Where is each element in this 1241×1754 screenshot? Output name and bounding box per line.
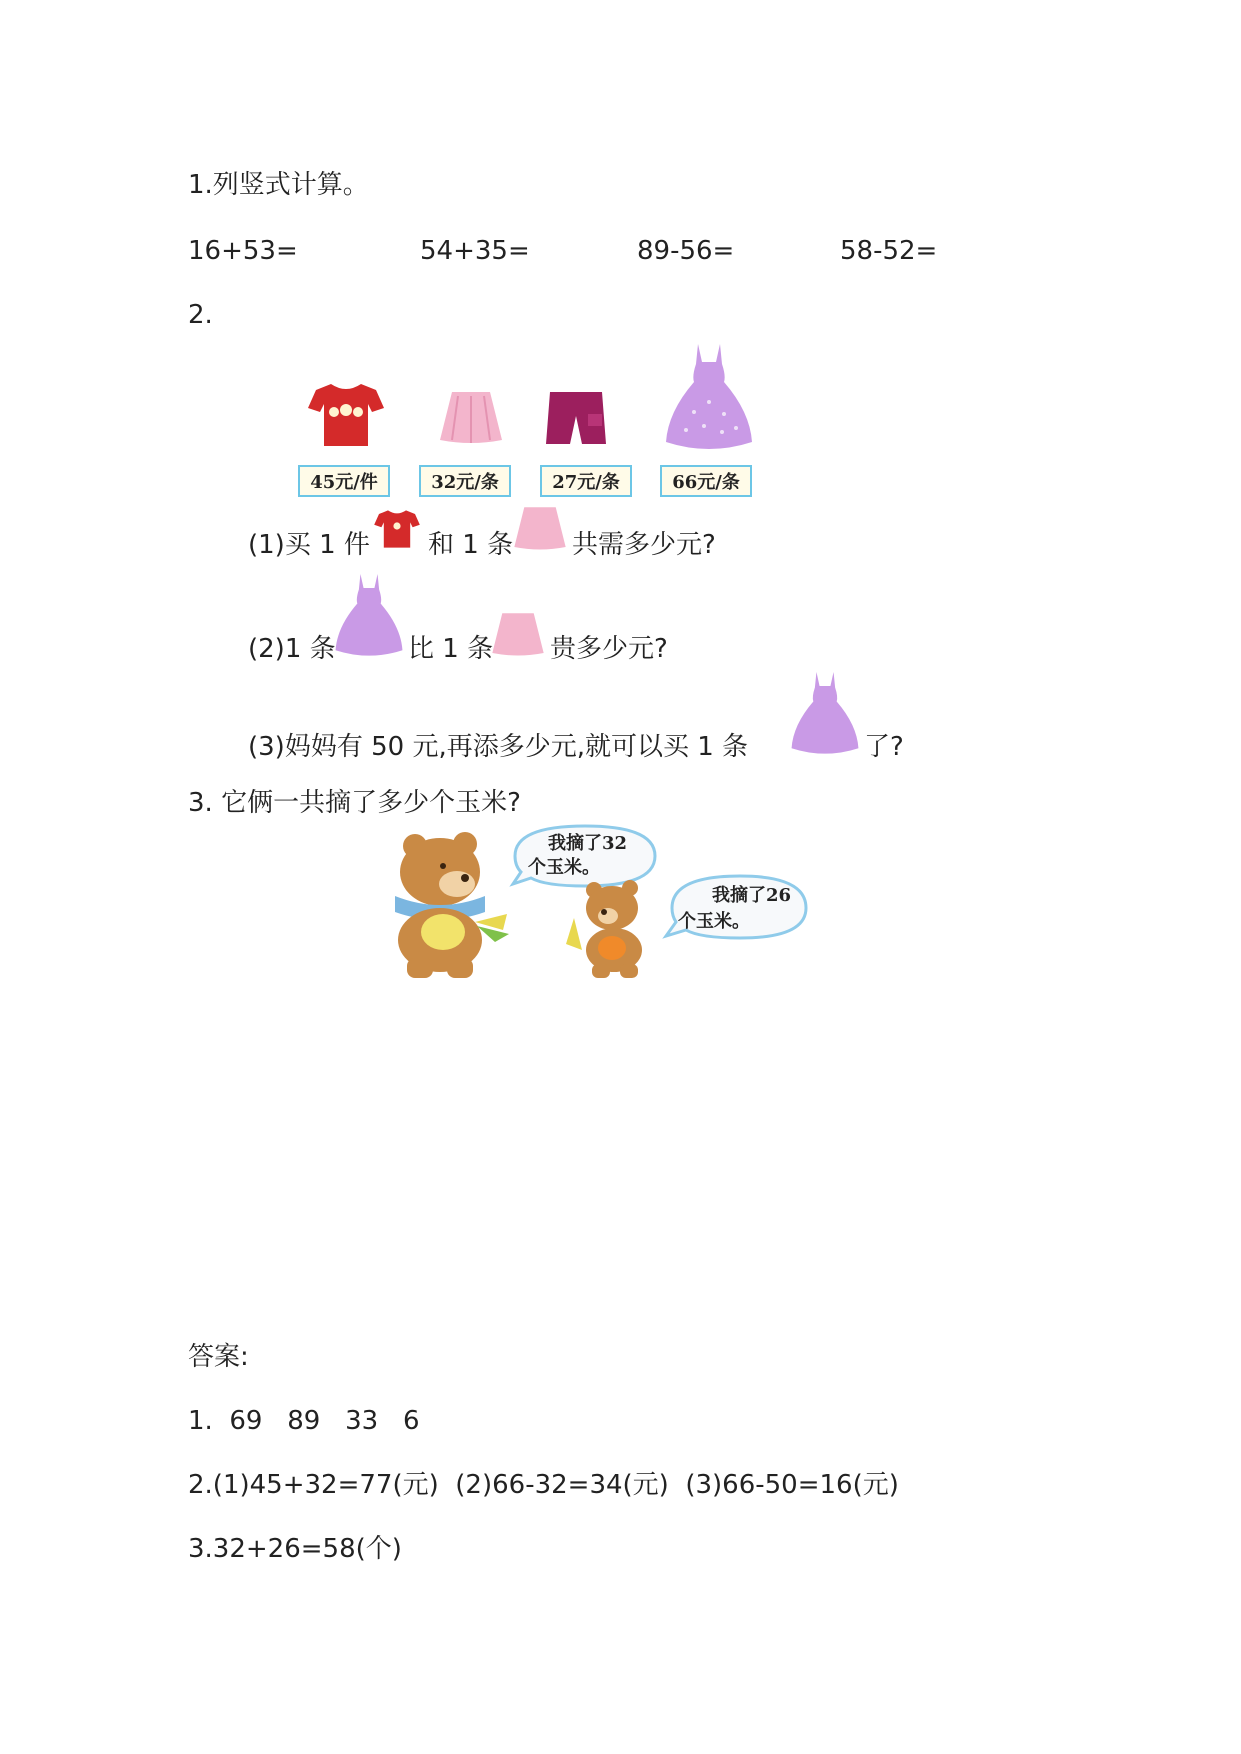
skirt-image <box>438 388 504 446</box>
q1-expr-2: 54+35= <box>420 236 530 266</box>
q2-sub1-part-c: 共需多少元? <box>572 530 716 560</box>
skirt-icon <box>512 504 568 552</box>
q1-expr-1: 16+53= <box>188 236 298 266</box>
q2-sub2-part-a: (2)1 条 <box>248 634 336 664</box>
q2-sub1-part-b: 和 1 条 <box>428 530 514 560</box>
q3-title: 3. 它俩一共摘了多少个玉米? <box>188 788 521 818</box>
price-skirt: 32元/条 <box>419 465 511 497</box>
answer-1: 1. 69 89 33 6 <box>188 1406 420 1436</box>
q2-sub1-part-a: (1)买 1 件 <box>248 530 370 560</box>
tshirt-image <box>306 380 386 450</box>
price-tshirt: 45元/件 <box>298 465 390 497</box>
answers-heading: 答案: <box>188 1342 249 1372</box>
q2-sub3-part-a: (3)妈妈有 50 元,再添多少元,就可以买 1 条 <box>248 732 749 762</box>
q1-title: 1.列竖式计算。 <box>188 170 369 200</box>
shorts-image <box>544 390 608 448</box>
skirt-icon-2 <box>490 610 546 658</box>
q2-sub3-part-b: 了? <box>864 732 904 762</box>
q1-expr-4: 58-52= <box>840 236 938 266</box>
dress-icon <box>334 570 404 662</box>
q2-sub2-part-b: 比 1 条 <box>408 634 494 664</box>
bubble-2-line-1: 我摘了26 <box>712 885 792 906</box>
answer-2: 2.(1)45+32=77(元) (2)66-32=34(元) (3)66-50=16(元) <box>188 1470 899 1500</box>
dress-icon-2 <box>790 668 860 760</box>
q1-expr-3: 89-56= <box>637 236 735 266</box>
dress-image <box>664 342 754 454</box>
q2-number: 2. <box>188 300 213 330</box>
tshirt-icon <box>373 505 421 553</box>
big-bear-image <box>385 830 515 980</box>
price-shorts: 27元/条 <box>540 465 632 497</box>
price-dress: 66元/条 <box>660 465 752 497</box>
q2-sub2-part-c: 贵多少元? <box>550 634 668 664</box>
bubble-2-line-2: 个玉米。 <box>678 911 750 932</box>
bubble-1-line-1: 我摘了32 <box>548 833 628 854</box>
answer-3: 3.32+26=58(个) <box>188 1534 402 1564</box>
bubble-1-line-2: 个玉米。 <box>528 857 600 878</box>
small-bear-image <box>572 878 662 980</box>
